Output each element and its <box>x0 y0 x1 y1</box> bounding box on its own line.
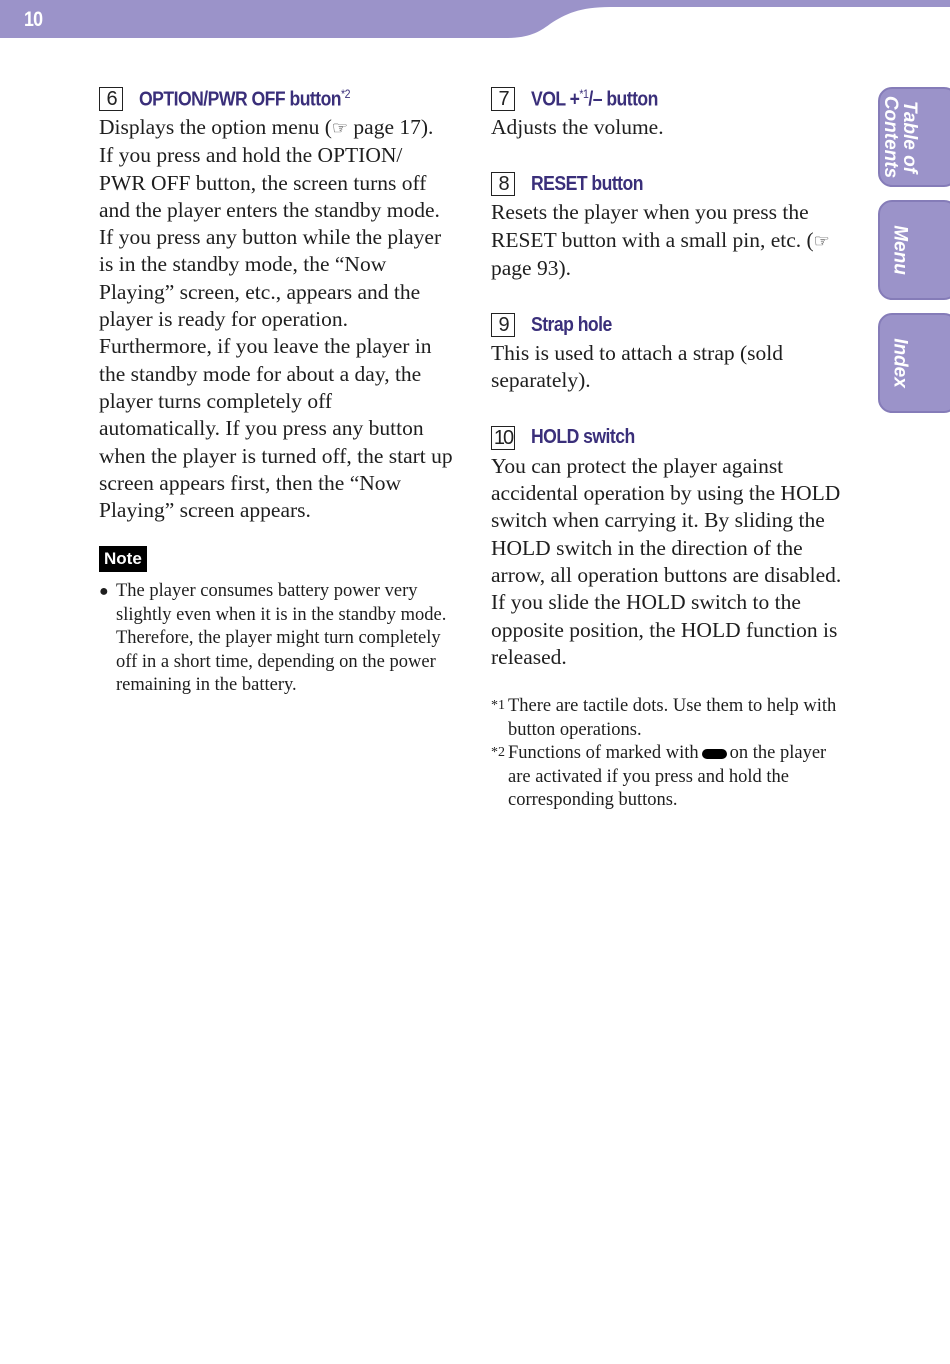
section-6-heading <box>99 84 454 114</box>
tab-menu[interactable] <box>878 200 950 300</box>
section-number: 9 <box>491 313 515 337</box>
section-title: Strap hole <box>531 313 612 336</box>
page-link[interactable]: page 17). <box>348 115 434 139</box>
section-9-heading <box>491 310 846 340</box>
footnote-1: *1 There are tactile dots. Use them to help with button operations. <box>491 696 837 740</box>
header-shape <box>0 0 950 40</box>
section-8-description: Resets the player when you press the RESET button with a small pin, etc. (☞ page 93). <box>491 200 830 280</box>
right-column <box>491 84 846 813</box>
tab-index-label: Index <box>889 338 911 388</box>
section-title: HOLD switch <box>531 426 635 449</box>
section-9-description: This is used to attach a strap (sold separately). <box>491 341 783 393</box>
note-label: Note <box>99 546 147 572</box>
section-title: RESET button <box>531 172 643 195</box>
left-column <box>99 84 454 698</box>
section-title: VOL +$^{*1}$/– button <box>531 86 658 111</box>
bullet-icon: ● <box>99 583 109 601</box>
section-6-detail: If you press and hold the OPTION/ PWR OFF button, the screen turns off and the player enters the standby mode. If you press any button while the player is in the standby mode, the “Now Playing” screen, etc., appears and the player is ready for operation. Furthermore, if you leave the player in the standby mode for about a day, the player turns completely off automatically. If you press any button when the player is turned off, the start up screen appears first, then the “Now Playing” screen appears. <box>99 143 453 523</box>
section-7-description: Adjusts the volume. <box>491 115 664 139</box>
page-link[interactable]: page 93). <box>491 255 571 280</box>
tab-menu-label: Menu <box>889 225 911 275</box>
footnote-mark: *2 <box>491 745 505 761</box>
section-number: 7 <box>491 87 515 111</box>
section-number: 8 <box>491 172 515 196</box>
tab-toc-label: Table of Contents <box>880 95 920 179</box>
black-pill-icon <box>702 749 727 759</box>
tab-index[interactable] <box>878 313 950 413</box>
tab-table-of-contents[interactable] <box>878 87 950 187</box>
page-number: 10 <box>24 8 43 31</box>
section-6-description: Displays the option menu (☞ page 17). <box>99 115 434 139</box>
section-number: 6 <box>99 87 123 111</box>
section-10-description: You can protect the player against accidental operation by using the HOLD switch when carrying it. By sliding the HOLD switch in the direction of the arrow, all operation buttons are disabled. If you slide the HOLD switch to the opposite position, the HOLD function is released. <box>491 453 842 669</box>
footnotes <box>491 695 846 813</box>
footnote-2: *2 Functions of marked with on the player are activated if you press and hold the corresponding buttons. <box>491 743 827 811</box>
section-10-heading <box>491 423 846 453</box>
pointing-hand-icon: ☞ <box>813 230 830 251</box>
section-title: OPTION/PWR OFF button$^{*2}$ <box>139 86 350 111</box>
footnote-mark: *1 <box>491 698 505 714</box>
note-item: ● The player consumes battery power very slightly even when it is in the standby mode. Therefore, the player might turn completely off in a short time, depending on the power remaining in the battery. <box>99 581 447 696</box>
pointing-hand-icon: ☞ <box>331 118 349 138</box>
header-band <box>0 0 950 40</box>
section-8-heading <box>491 169 846 199</box>
section-number: 10 <box>491 426 515 450</box>
section-7-heading <box>491 84 846 114</box>
